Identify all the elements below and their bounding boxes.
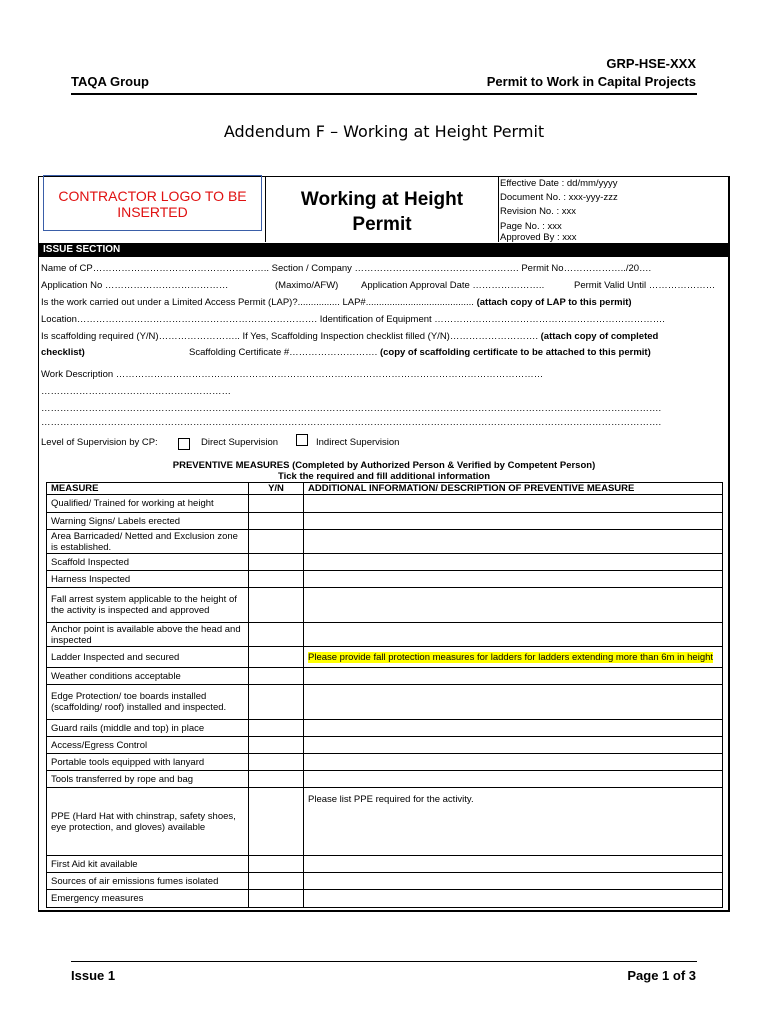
info-cell[interactable] xyxy=(304,513,723,530)
yn-cell[interactable] xyxy=(249,720,304,737)
indirect-supervision-checkbox[interactable] xyxy=(296,434,308,446)
yn-cell[interactable] xyxy=(249,588,304,623)
table-row xyxy=(47,873,723,890)
work-description-line[interactable]: ……………………………………………………………………………………………………………………………………………………………………………. xyxy=(41,417,662,428)
scaffolding-certificate-note: (copy of scaffolding certificate to be attached to this permit) xyxy=(379,347,651,358)
yn-cell[interactable] xyxy=(249,890,304,908)
yn-cell[interactable] xyxy=(249,788,304,856)
table-header-row xyxy=(47,483,723,495)
measure-cell: Warning Signs/ Labels erected xyxy=(47,513,249,530)
info-cell[interactable] xyxy=(304,668,723,685)
approval-date-field[interactable]: Application Approval Date ………………….. xyxy=(361,280,545,291)
table-row xyxy=(47,647,723,668)
table-row xyxy=(47,554,723,571)
issue-section-heading: ISSUE SECTION xyxy=(39,243,729,257)
table-row xyxy=(47,588,723,623)
header-divider xyxy=(71,93,697,95)
yn-cell[interactable] xyxy=(249,530,304,554)
info-cell[interactable] xyxy=(304,530,723,554)
application-source-label: (Maximo/AFW) xyxy=(275,280,339,291)
info-cell[interactable] xyxy=(304,873,723,890)
measure-cell: Scaffold Inspected xyxy=(47,554,249,571)
table-row xyxy=(47,668,723,685)
column-header-info: ADDITIONAL INFORMATION/ DESCRIPTION OF PREVENTIVE MEASURE xyxy=(304,483,723,495)
info-cell[interactable] xyxy=(304,788,723,856)
measure-cell: Ladder Inspected and secured xyxy=(47,647,249,668)
measure-cell: Portable tools equipped with lanyard xyxy=(47,754,249,771)
footer-divider xyxy=(71,961,697,962)
table-row xyxy=(47,856,723,873)
work-description-line[interactable]: …………………………………………………… xyxy=(41,386,231,397)
info-cell[interactable] xyxy=(304,890,723,908)
scaffolding-certificate-field[interactable] xyxy=(189,347,651,358)
info-text: Please list PPE required for the activity. xyxy=(308,794,474,805)
yn-cell[interactable] xyxy=(249,771,304,788)
permit-valid-until-field[interactable]: Permit Valid Until ………………… xyxy=(574,280,716,291)
permit-title-line1: Working at Height xyxy=(300,189,464,210)
column-header-measure: MEASURE xyxy=(47,483,249,495)
yn-cell[interactable] xyxy=(249,495,304,513)
work-description-line[interactable]: ……………………………………………………………………………………………………………………………………………………………………………. xyxy=(41,403,662,414)
info-cell[interactable] xyxy=(304,623,723,647)
document-number: Document No. : xxx-yyy-zzz xyxy=(500,192,618,203)
lap-question: Is the work carried out under a Limited Access Permit (LAP)?................ LAP#......................................... xyxy=(41,297,474,308)
measure-cell: Access/Egress Control xyxy=(47,737,249,754)
location-equipment-field[interactable]: Location…………………………………………………………………. Identification of Equipment ………………………………………………………………. xyxy=(41,314,665,325)
yn-cell[interactable] xyxy=(249,668,304,685)
measure-cell: Area Barricaded/ Netted and Exclusion zone is established. xyxy=(47,530,249,554)
company-name: TAQA Group xyxy=(71,74,149,89)
measure-cell: Tools transferred by rope and bag xyxy=(47,771,249,788)
info-cell[interactable] xyxy=(304,720,723,737)
info-cell[interactable] xyxy=(304,685,723,720)
info-text: Please provide fall protection measures for ladders for ladders extending more than 6m in height xyxy=(308,651,714,663)
scaffolding-required-field[interactable] xyxy=(41,331,658,342)
info-cell[interactable] xyxy=(304,571,723,588)
measure-cell: Qualified/ Trained for working at height xyxy=(47,495,249,513)
yn-cell[interactable] xyxy=(249,685,304,720)
page-number: Page No. : xxx xyxy=(500,221,562,232)
preventive-measures-subtitle: Tick the required and fill additional information xyxy=(277,471,490,482)
scaffolding-certificate-label: Scaffolding Certificate #………………………. xyxy=(189,347,378,358)
direct-supervision-checkbox[interactable] xyxy=(178,438,190,450)
table-row xyxy=(47,890,723,908)
approved-by: Approved By : xxx xyxy=(500,232,577,243)
table-row xyxy=(47,788,723,856)
column-header-yn: Y/N xyxy=(249,483,304,495)
measure-cell: First Aid kit available xyxy=(47,856,249,873)
table-row xyxy=(47,623,723,647)
preventive-measures-title: PREVENTIVE MEASURES (Completed by Authorized Person & Verified by Competent Person) xyxy=(172,460,596,471)
table-row xyxy=(47,495,723,513)
permit-title xyxy=(266,187,498,237)
info-cell[interactable] xyxy=(304,647,723,668)
measure-cell: Harness Inspected xyxy=(47,571,249,588)
table-row xyxy=(47,530,723,554)
cp-section-permit-field[interactable]: Name of CP……………………………………………….. Section / Company ……………………………………………. Permit No………………../20…. xyxy=(41,263,652,274)
info-cell[interactable] xyxy=(304,588,723,623)
measure-cell: Fall arrest system applicable to the height of the activity is inspected and approved xyxy=(47,588,249,623)
indirect-supervision-label: Indirect Supervision xyxy=(316,437,400,448)
lap-field[interactable] xyxy=(41,297,632,308)
info-cell[interactable] xyxy=(304,554,723,571)
table-row xyxy=(47,737,723,754)
table-row xyxy=(47,771,723,788)
document-series: Permit to Work in Capital Projects xyxy=(486,74,696,89)
yn-cell[interactable] xyxy=(249,513,304,530)
table-row xyxy=(47,754,723,771)
issue-number: Issue 1 xyxy=(71,968,116,983)
table-row xyxy=(47,685,723,720)
info-cell[interactable] xyxy=(304,495,723,513)
table-row xyxy=(47,720,723,737)
measure-cell: Sources of air emissions fumes isolated xyxy=(47,873,249,890)
measure-cell: Edge Protection/ toe boards installed (scaffolding/ roof) installed and inspected. xyxy=(47,685,249,720)
work-description-field[interactable]: Work Description ……………………………………………………………………………………………………………………… xyxy=(41,369,544,380)
yn-cell[interactable] xyxy=(249,623,304,647)
revision-number: Revision No. : xxx xyxy=(500,206,577,217)
yn-cell[interactable] xyxy=(249,554,304,571)
permit-title-line2: Permit xyxy=(352,214,412,235)
page-indicator: Page 1 of 3 xyxy=(627,968,696,983)
measure-cell: Emergency measures xyxy=(47,890,249,908)
info-cell[interactable] xyxy=(304,754,723,771)
measure-cell: PPE (Hard Hat with chinstrap, safety shoes, eye protection, and gloves) available xyxy=(47,788,249,856)
yn-cell[interactable] xyxy=(249,737,304,754)
divider xyxy=(498,176,499,242)
table-row xyxy=(47,513,723,530)
yn-cell[interactable] xyxy=(249,571,304,588)
contractor-logo-placeholder: CONTRACTOR LOGO TO BE INSERTED xyxy=(43,175,262,231)
lap-attach-note: (attach copy of LAP to this permit) xyxy=(476,297,632,308)
yn-cell[interactable] xyxy=(249,647,304,668)
scaffolding-question: Is scaffolding required (Y/N)…………………….. If Yes, Scaffolding Inspection checklist filled (Y/N)………………………. xyxy=(41,331,538,342)
yn-cell[interactable] xyxy=(249,754,304,771)
yn-cell[interactable] xyxy=(249,856,304,873)
application-number-field[interactable]: Application No ………………………………… xyxy=(41,280,229,291)
info-cell[interactable] xyxy=(304,737,723,754)
document-code: GRP-HSE-XXX xyxy=(606,56,696,71)
measure-cell: Weather conditions acceptable xyxy=(47,668,249,685)
info-cell[interactable] xyxy=(304,771,723,788)
effective-date: Effective Date : dd/mm/yyyy xyxy=(500,178,618,189)
measure-cell: Guard rails (middle and top) in place xyxy=(47,720,249,737)
table-row xyxy=(47,571,723,588)
measure-cell: Anchor point is available above the head and inspected xyxy=(47,623,249,647)
supervision-label: Level of Supervision by CP: xyxy=(41,437,158,448)
page-title: Addendum F – Working at Height Permit xyxy=(223,122,545,141)
yn-cell[interactable] xyxy=(249,873,304,890)
info-cell[interactable] xyxy=(304,856,723,873)
direct-supervision-label: Direct Supervision xyxy=(201,437,279,448)
scaffolding-attach-note: (attach copy of completed xyxy=(540,331,659,342)
preventive-measures-table xyxy=(46,482,723,908)
scaffolding-attach-note-cont: checklist) xyxy=(41,347,85,358)
